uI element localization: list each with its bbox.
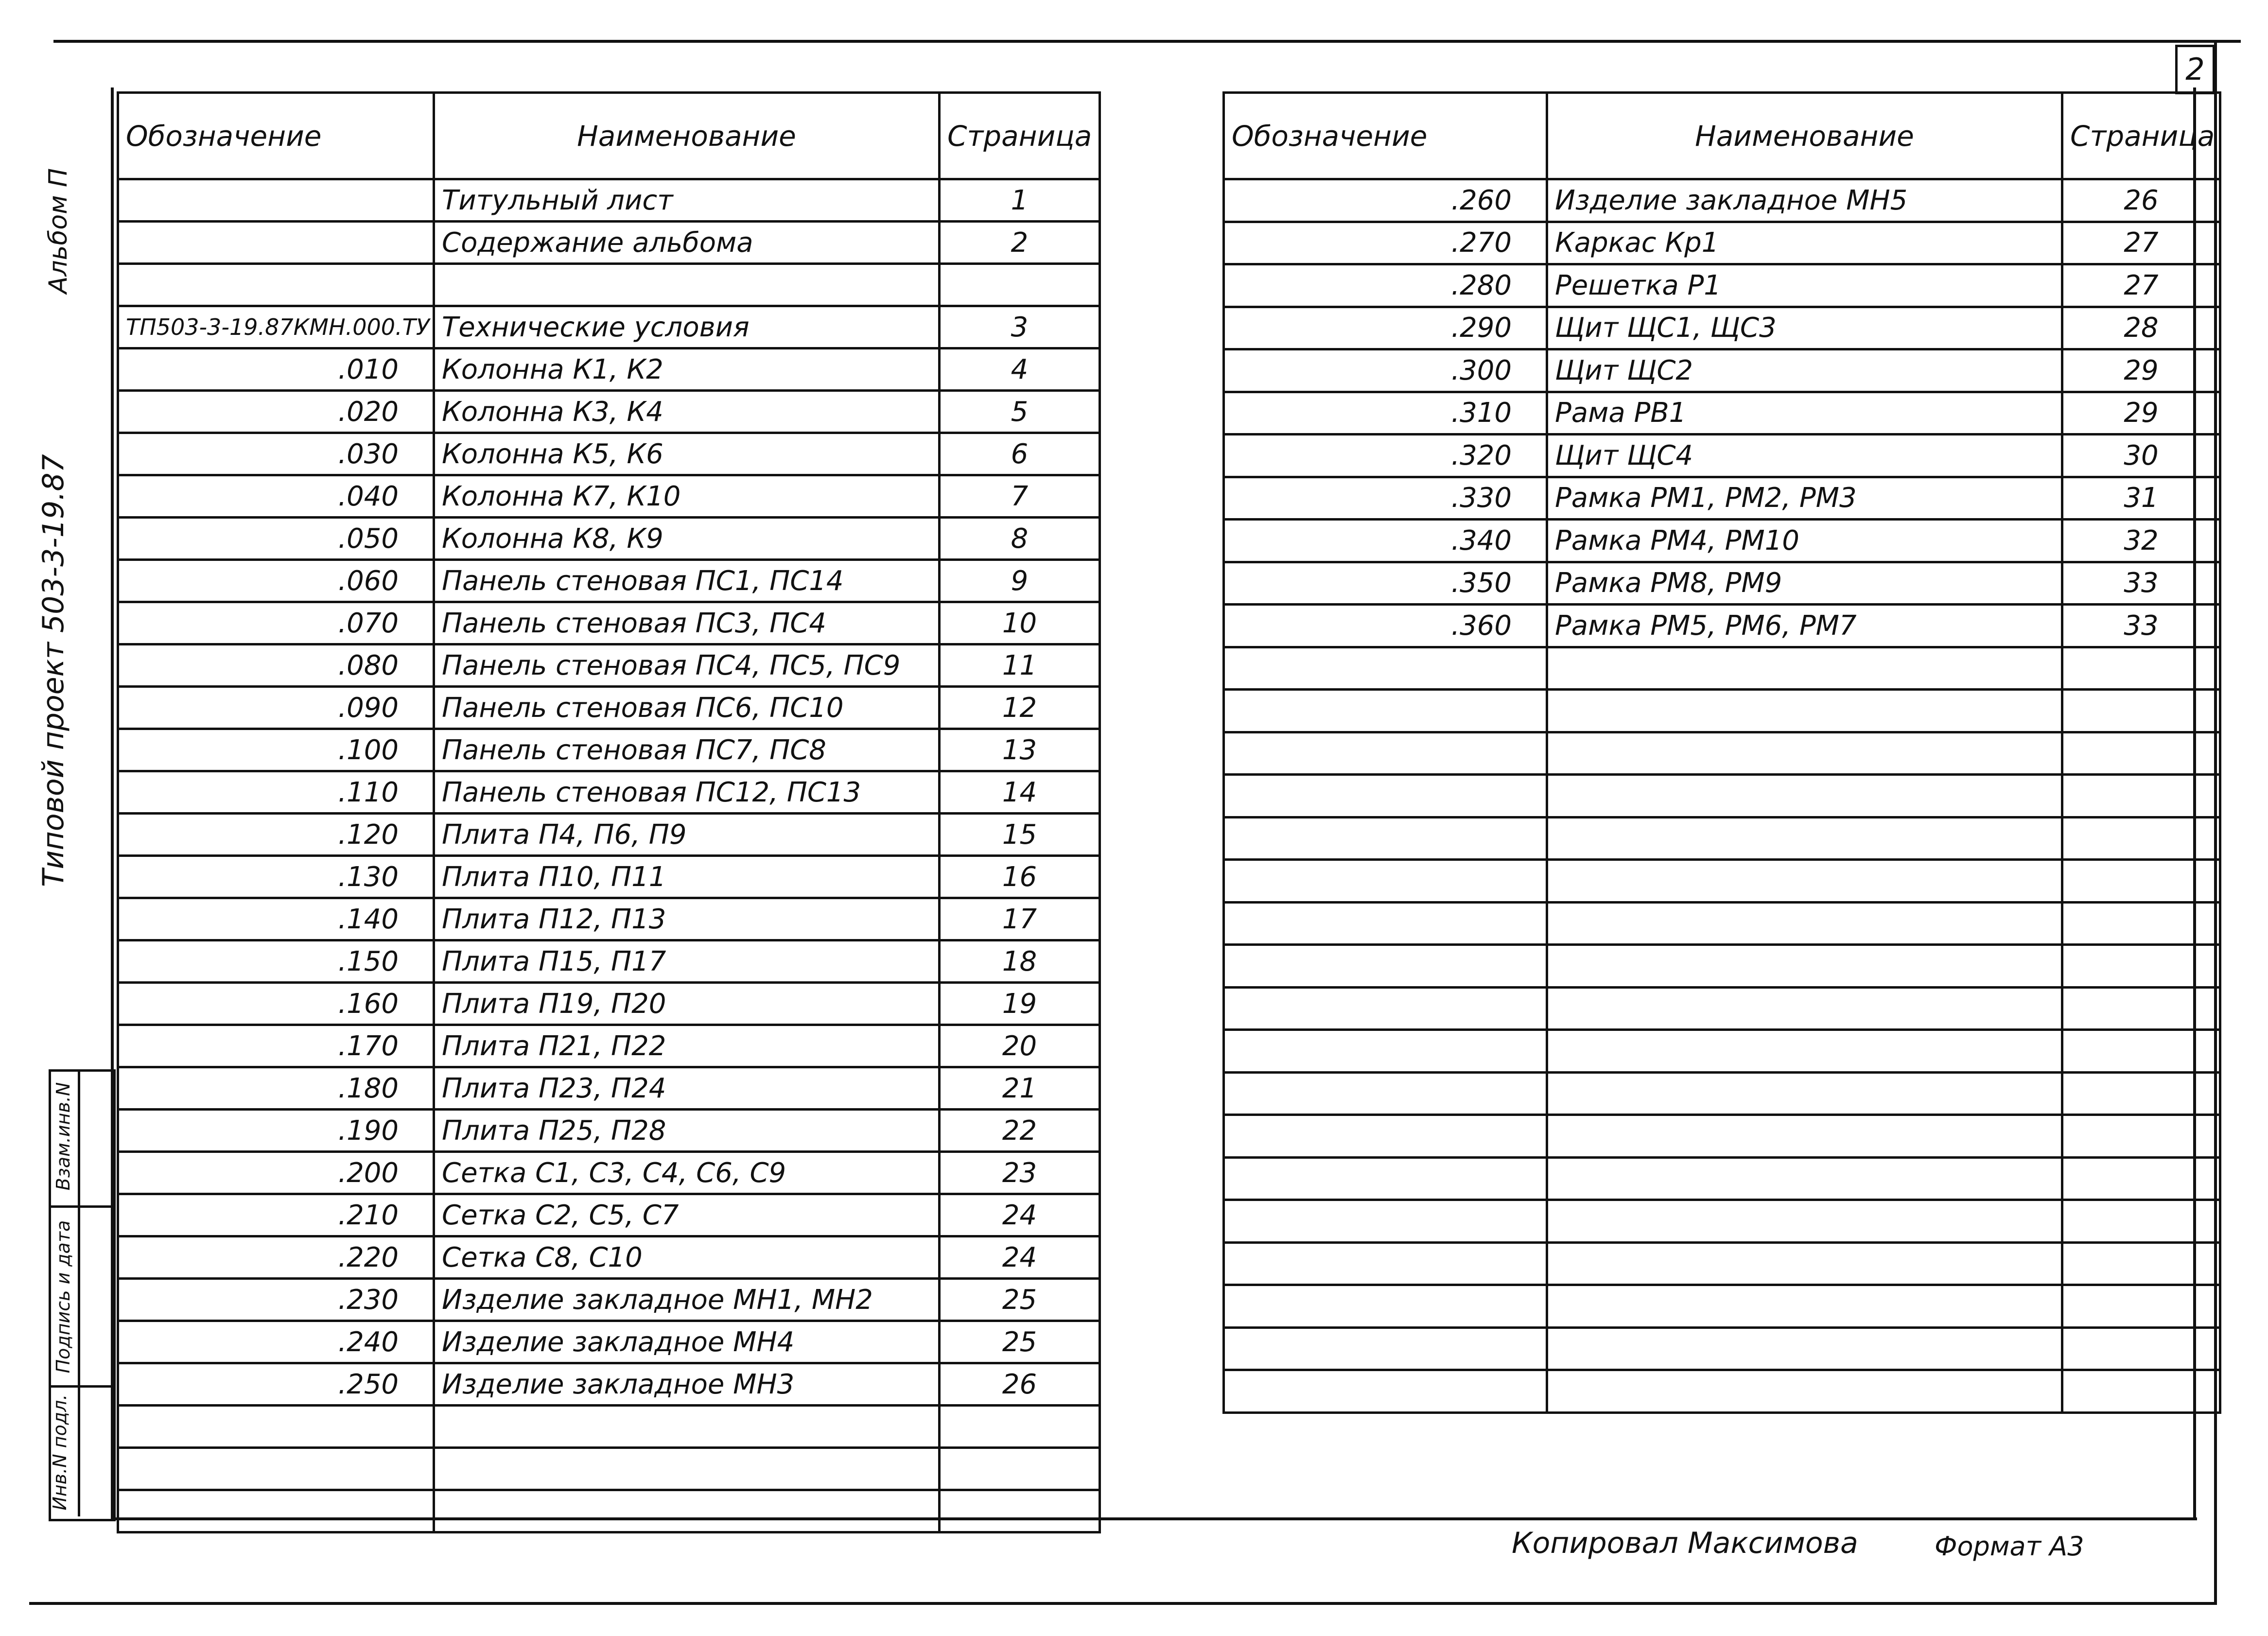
left-cell-name [434,1448,940,1490]
right-cell-page: 28 [2062,307,2220,349]
table-row [1224,605,2220,647]
table-row [1224,1242,2220,1285]
right-cell-name [1547,1285,2062,1328]
left-cell-code: .230 [118,1279,434,1321]
right-cell-code: .330 [1224,477,1547,520]
right-cell-code: .360 [1224,605,1547,647]
album-label: Альбом П [44,168,73,294]
left-cell-name: Изделие закладное МН4 [434,1321,940,1363]
stamp-original-inv: Инв.N подл. [49,1394,70,1511]
table-row [1224,775,2220,818]
left-cell-page: 2 [940,222,1100,264]
right-cell-page [2062,1285,2220,1328]
frame-bottom-line [29,1602,2216,1605]
project-label: Типовой проект 503-3-19.87 [36,454,70,887]
right-cell-code [1224,1200,1547,1243]
left-cell-name: Плита П10, П11 [434,856,940,898]
left-cell-page: 26 [940,1363,1100,1406]
table-row [118,433,1100,475]
table-row [1224,817,2220,860]
left-cell-code: .110 [118,771,434,814]
right-cell-page [2062,775,2220,818]
table-row [1224,647,2220,690]
left-cell-name: Сетка С1, С3, С4, С6, С9 [434,1152,940,1194]
left-cell-page: 19 [940,983,1100,1025]
table-row [118,222,1100,264]
sheet-number-box [2175,45,2215,94]
left-cell-code: .020 [118,391,434,433]
right-cell-name [1547,902,2062,945]
table-row [1224,1115,2220,1158]
left-cell-code [118,1406,434,1448]
table-row [118,560,1100,602]
table-row [118,264,1100,306]
left-cell-name: Колонна К1, К2 [434,348,940,391]
left-index-table [117,91,1101,1533]
right-cell-code: .280 [1224,264,1547,307]
table-row [1224,435,2220,477]
left-cell-page: 5 [940,391,1100,433]
right-cell-name: Решетка Р1 [1547,264,2062,307]
left-cell-name: Плита П15, П17 [434,940,940,983]
left-cell-page: 22 [940,1110,1100,1152]
right-cell-code [1224,817,1547,860]
left-cell-page: 20 [940,1025,1100,1067]
left-cell-page: 3 [940,306,1100,348]
table-row [1224,179,2220,222]
right-cell-code: .300 [1224,349,1547,392]
right-cell-name: Рама РВ1 [1547,392,2062,435]
right-cell-code [1224,1072,1547,1115]
right-cell-name [1547,690,2062,732]
left-header-row [118,93,1100,179]
right-cell-name: Рамка РМ1, РМ2, РМ3 [1547,477,2062,520]
right-cell-code [1224,1327,1547,1370]
right-cell-name: Изделие закладное МН5 [1547,179,2062,222]
right-cell-page [2062,902,2220,945]
table-row [1224,860,2220,903]
right-cell-code [1224,1242,1547,1285]
left-cell-name: Содержание альбома [434,222,940,264]
right-cell-name [1547,1115,2062,1158]
right-cell-code: .340 [1224,520,1547,562]
table-row [118,1236,1100,1279]
left-cell-page: 16 [940,856,1100,898]
right-cell-code: .350 [1224,562,1547,605]
left-header-page: Страница [940,93,1100,179]
left-cell-page: 1 [940,179,1100,222]
left-cell-code: .040 [118,475,434,518]
right-cell-page [2062,945,2220,988]
table-row [1224,1157,2220,1200]
left-cell-code: .080 [118,644,434,687]
right-cell-page: 33 [2062,605,2220,647]
left-cell-name: Колонна К7, К10 [434,475,940,518]
left-cell-page: 11 [940,644,1100,687]
table-row [1224,945,2220,988]
table-row [118,687,1100,729]
left-cell-code: .180 [118,1067,434,1110]
left-cell-name: Колонна К5, К6 [434,433,940,475]
right-cell-page: 31 [2062,477,2220,520]
left-cell-page: 10 [940,602,1100,644]
right-cell-code: .310 [1224,392,1547,435]
left-cell-name: Сетка С8, С10 [434,1236,940,1279]
frame-top-line [53,40,2241,43]
left-cell-name: Панель стеновая ПС1, ПС14 [434,560,940,602]
right-cell-page [2062,1157,2220,1200]
right-cell-code [1224,1030,1547,1073]
left-cell-name [434,1406,940,1448]
right-cell-name: Щит ЩС4 [1547,435,2062,477]
right-cell-code [1224,1115,1547,1158]
left-cell-code: .070 [118,602,434,644]
right-cell-code: .290 [1224,307,1547,349]
table-row [118,1110,1100,1152]
table-row [1224,392,2220,435]
copied-by: Копировал Максимова [1512,1526,1858,1560]
table-row [1224,349,2220,392]
left-cell-code [118,1448,434,1490]
left-cell-code: .030 [118,433,434,475]
left-cell-name: Плита П23, П24 [434,1067,940,1110]
right-cell-page: 30 [2062,435,2220,477]
left-cell-name: Панель стеновая ПС3, ПС4 [434,602,940,644]
table-row [1224,1370,2220,1413]
table-row [1224,307,2220,349]
stamp-signature-date: Подпись и дата [52,1220,74,1374]
right-cell-code [1224,860,1547,903]
right-cell-name: Рамка РМ8, РМ9 [1547,562,2062,605]
table-row [1224,264,2220,307]
left-cell-code: .200 [118,1152,434,1194]
table-row [118,348,1100,391]
table-row [1224,1285,2220,1328]
left-cell-code: .090 [118,687,434,729]
right-cell-name: Рамка РМ4, РМ10 [1547,520,2062,562]
left-cell-page: 21 [940,1067,1100,1110]
left-cell-code [118,264,434,306]
left-cell-page: 17 [940,898,1100,940]
table-row [118,1152,1100,1194]
right-cell-page [2062,647,2220,690]
right-cell-name [1547,987,2062,1030]
left-cell-code: .210 [118,1194,434,1236]
right-cell-name [1547,1030,2062,1073]
table-row [118,518,1100,560]
table-row [118,1067,1100,1110]
right-cell-page: 32 [2062,520,2220,562]
table-row [118,729,1100,771]
left-cell-page: 6 [940,433,1100,475]
right-cell-name [1547,1072,2062,1115]
left-cell-page: 14 [940,771,1100,814]
right-cell-page: 26 [2062,179,2220,222]
right-cell-code [1224,1157,1547,1200]
left-cell-name [434,1490,940,1532]
right-cell-page [2062,1072,2220,1115]
right-cell-name [1547,817,2062,860]
right-header-name: Наименование [1547,93,2062,179]
table-row [118,1025,1100,1067]
table-row [118,1194,1100,1236]
left-cell-name: Титульный лист [434,179,940,222]
right-cell-name [1547,1242,2062,1285]
left-cell-name: Колонна К8, К9 [434,518,940,560]
table-row [1224,987,2220,1030]
table-row [1224,562,2220,605]
left-cell-code [118,1490,434,1532]
left-cell-page [940,1490,1100,1532]
left-cell-page: 24 [940,1236,1100,1279]
right-cell-page [2062,1030,2220,1073]
left-cell-code: .120 [118,814,434,856]
right-cell-name [1547,1157,2062,1200]
left-cell-page: 8 [940,518,1100,560]
table-row [118,391,1100,433]
right-cell-page [2062,732,2220,775]
table-row [118,602,1100,644]
left-cell-name: Технические условия [434,306,940,348]
right-cell-name: Рамка РМ5, РМ6, РМ7 [1547,605,2062,647]
right-cell-name [1547,775,2062,818]
left-cell-code: .160 [118,983,434,1025]
table-row [118,856,1100,898]
table-row [118,1363,1100,1406]
table-row [118,940,1100,983]
right-cell-code [1224,647,1547,690]
right-index-table [1222,91,2221,1414]
right-cell-page [2062,1327,2220,1370]
left-cell-page: 25 [940,1321,1100,1363]
right-cell-name [1547,1200,2062,1243]
table-row [118,644,1100,687]
left-cell-code [118,179,434,222]
left-cell-name: Изделие закладное МН3 [434,1363,940,1406]
right-cell-page: 33 [2062,562,2220,605]
table-row [118,898,1100,940]
right-cell-name: Щит ЩС2 [1547,349,2062,392]
right-header-row [1224,93,2220,179]
right-cell-name [1547,732,2062,775]
left-cell-page: 13 [940,729,1100,771]
table-row [118,771,1100,814]
table-row [118,1321,1100,1363]
left-cell-code [118,222,434,264]
right-cell-page [2062,1200,2220,1243]
right-cell-page: 29 [2062,349,2220,392]
stamp-replace-inv: Взам.инв.N [52,1082,74,1191]
right-cell-page [2062,860,2220,903]
right-cell-name [1547,1370,2062,1413]
right-cell-name [1547,647,2062,690]
table-row [1224,732,2220,775]
left-cell-code: .140 [118,898,434,940]
right-header-designation: Обозначение [1224,93,1547,179]
left-cell-code: .050 [118,518,434,560]
left-cell-code: .170 [118,1025,434,1067]
table-row [118,983,1100,1025]
left-cell-code: .220 [118,1236,434,1279]
right-cell-code: .260 [1224,179,1547,222]
left-cell-page: 9 [940,560,1100,602]
left-cell-name: Изделие закладное МН1, МН2 [434,1279,940,1321]
left-cell-page: 4 [940,348,1100,391]
table-row [118,475,1100,518]
left-cell-code: .100 [118,729,434,771]
right-cell-page [2062,1370,2220,1413]
left-cell-code: .150 [118,940,434,983]
right-cell-name: Каркас Кр1 [1547,222,2062,264]
left-cell-code: .190 [118,1110,434,1152]
right-cell-page [2062,690,2220,732]
right-cell-code [1224,732,1547,775]
left-cell-name: Сетка С2, С5, С7 [434,1194,940,1236]
table-row [1224,1327,2220,1370]
left-cell-page: 23 [940,1152,1100,1194]
right-cell-page: 27 [2062,264,2220,307]
left-cell-name: Плита П4, П6, П9 [434,814,940,856]
right-cell-code [1224,902,1547,945]
table-row [118,1406,1100,1448]
left-cell-name: Плита П21, П22 [434,1025,940,1067]
left-cell-page [940,1448,1100,1490]
left-cell-name: Плита П25, П28 [434,1110,940,1152]
table-row [118,814,1100,856]
left-cell-name [434,264,940,306]
left-cell-page: 12 [940,687,1100,729]
table-row [1224,690,2220,732]
table-row [1224,1200,2220,1243]
right-cell-name: Щит ЩС1, ЩС3 [1547,307,2062,349]
right-cell-page: 29 [2062,392,2220,435]
left-cell-name: Плита П19, П20 [434,983,940,1025]
right-cell-code [1224,1285,1547,1328]
left-cell-name: Плита П12, П13 [434,898,940,940]
left-cell-name: Панель стеновая ПС12, ПС13 [434,771,940,814]
right-cell-code: .320 [1224,435,1547,477]
right-cell-code [1224,945,1547,988]
left-cell-code: .240 [118,1321,434,1363]
table-row [1224,477,2220,520]
table-row [1224,902,2220,945]
left-cell-page: 15 [940,814,1100,856]
left-cell-code: ТП503-3-19.87КМН.000.ТУ [118,306,434,348]
left-header-designation: Обозначение [118,93,434,179]
table-row [1224,520,2220,562]
right-cell-page: 27 [2062,222,2220,264]
left-cell-page: 24 [940,1194,1100,1236]
left-cell-code: .010 [118,348,434,391]
table-row [118,1279,1100,1321]
left-cell-name: Панель стеновая ПС6, ПС10 [434,687,940,729]
table-row [118,1448,1100,1490]
right-cell-name [1547,945,2062,988]
sheet-number: 2 [2185,52,2205,87]
left-cell-page [940,1406,1100,1448]
left-header-name: Наименование [434,93,940,179]
table-row [118,306,1100,348]
left-cell-name: Панель стеновая ПС7, ПС8 [434,729,940,771]
right-cell-page [2062,987,2220,1030]
right-cell-code: .270 [1224,222,1547,264]
right-cell-code [1224,987,1547,1030]
right-cell-page [2062,817,2220,860]
right-header-page: Страница [2062,93,2220,179]
table-row [118,179,1100,222]
stamp-divider [78,1069,80,1516]
right-cell-code [1224,690,1547,732]
right-cell-code [1224,1370,1547,1413]
right-cell-name [1547,860,2062,903]
left-cell-page [940,264,1100,306]
left-cell-code: .130 [118,856,434,898]
left-cell-page: 25 [940,1279,1100,1321]
left-cell-code: .060 [118,560,434,602]
right-cell-name [1547,1327,2062,1370]
table-row [1224,222,2220,264]
left-cell-page: 18 [940,940,1100,983]
table-row [1224,1030,2220,1073]
left-cell-name: Панель стеновая ПС4, ПС5, ПС9 [434,644,940,687]
left-cell-code: .250 [118,1363,434,1406]
right-cell-page [2062,1242,2220,1285]
table-row [1224,1072,2220,1115]
left-cell-name: Колонна К3, К4 [434,391,940,433]
table-row [118,1490,1100,1532]
sheet-format: Формат А3 [1935,1531,2084,1562]
right-cell-code [1224,775,1547,818]
left-cell-page: 7 [940,475,1100,518]
right-cell-page [2062,1115,2220,1158]
